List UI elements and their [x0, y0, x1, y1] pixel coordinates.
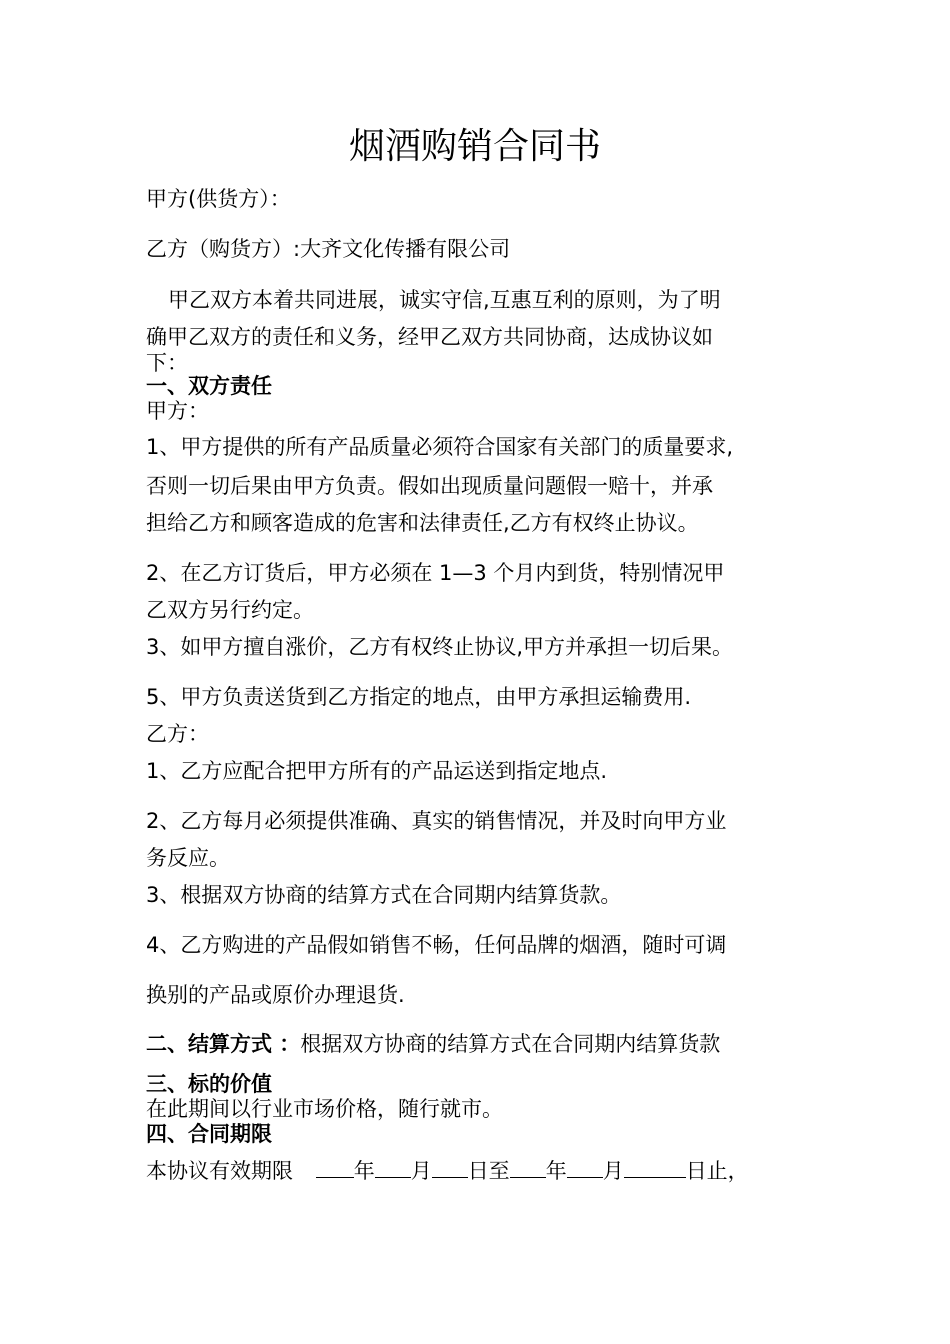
party-b-label: 乙方（购货方）:大齐文化传播有限公司: [146, 237, 511, 261]
start-day-blank[interactable]: [432, 1157, 468, 1178]
section-3-heading: 三、标的价值: [146, 1072, 272, 1096]
party-b-duty-line: 2、乙方每月必须提供准确、真实的销售情况，并及时向甲方业: [146, 809, 727, 833]
section-4-heading: 四、合同期限: [146, 1122, 272, 1146]
party-a-duty-line: 否则一切后果由甲方负责。假如出现质量问题假一赔十，并承: [146, 474, 713, 498]
party-b-duty-line: 3、根据双方协商的结算方式在合同期内结算货款。: [146, 883, 622, 907]
month-label: 月: [410, 1159, 432, 1183]
section-2-text: 根据双方协商的结算方式在合同期内结算货款: [300, 1032, 721, 1056]
party-a-duty-line: 5、甲方负责送货到乙方指定的地点，由甲方承担运输费用.: [146, 685, 692, 709]
party-a-duties-label: 甲方：: [146, 399, 209, 423]
party-b-duty-line: 4、乙方购进的产品假如销售不畅，任何品牌的烟酒，随时可调: [146, 933, 727, 957]
year-label: 年: [353, 1159, 375, 1183]
party-b-duty-line: 1、乙方应配合把甲方所有的产品运送到指定地点.: [146, 759, 608, 783]
section-3-text: 在此期间以行业市场价格，随行就市。: [146, 1097, 503, 1121]
year-label: 年: [545, 1159, 567, 1183]
party-b-duties-label: 乙方：: [146, 722, 209, 746]
intro-line-3: 下：: [146, 351, 188, 375]
party-a-duty-line: 2、在乙方订货后，甲方必须在 1—3 个月内到货，特别情况甲: [146, 561, 725, 585]
party-a-duty-line: 3、如甲方擅自涨价，乙方有权终止协议,甲方并承担一切后果。: [146, 635, 734, 659]
day-to-label: 日至: [467, 1159, 510, 1183]
party-a-duty-line: 乙双方另行约定。: [146, 598, 314, 622]
month-label: 月: [602, 1159, 624, 1183]
term-prefix: 本协议有效期限: [146, 1159, 293, 1183]
party-a-label: 甲方(供货方）：: [146, 187, 291, 211]
party-a-duty-line: 1、甲方提供的所有产品质量必须符合国家有关部门的质量要求,: [146, 435, 734, 459]
section-2-row: [146, 1031, 720, 1057]
document-title: 烟酒购销合同书: [348, 126, 601, 167]
party-b-duty-line: 换别的产品或原价办理退货.: [146, 983, 405, 1007]
end-year-blank[interactable]: [510, 1157, 546, 1178]
end-day-blank[interactable]: [624, 1157, 686, 1178]
end-month-blank[interactable]: [567, 1157, 603, 1178]
intro-line-2: 确甲乙双方的责任和义务，经甲乙双方共同协商，达成协议如: [146, 325, 713, 349]
party-a-duty-line: 担给乙方和顾客造成的危害和法律责任,乙方有权终止协议。: [146, 511, 699, 535]
start-month-blank[interactable]: [375, 1157, 411, 1178]
section-1-heading: 一、双方责任: [146, 374, 272, 398]
day-end-label: 日止，: [685, 1159, 749, 1183]
intro-line-1: 甲乙双方本着共同进展，诚实守信,互惠互利的原则，为了明: [168, 288, 721, 312]
section-2-heading: 二、结算方式 ：: [146, 1032, 301, 1056]
start-year-blank[interactable]: [316, 1157, 354, 1178]
contract-term-line: [146, 1157, 749, 1184]
party-b-duty-line: 务反应。: [146, 846, 230, 870]
